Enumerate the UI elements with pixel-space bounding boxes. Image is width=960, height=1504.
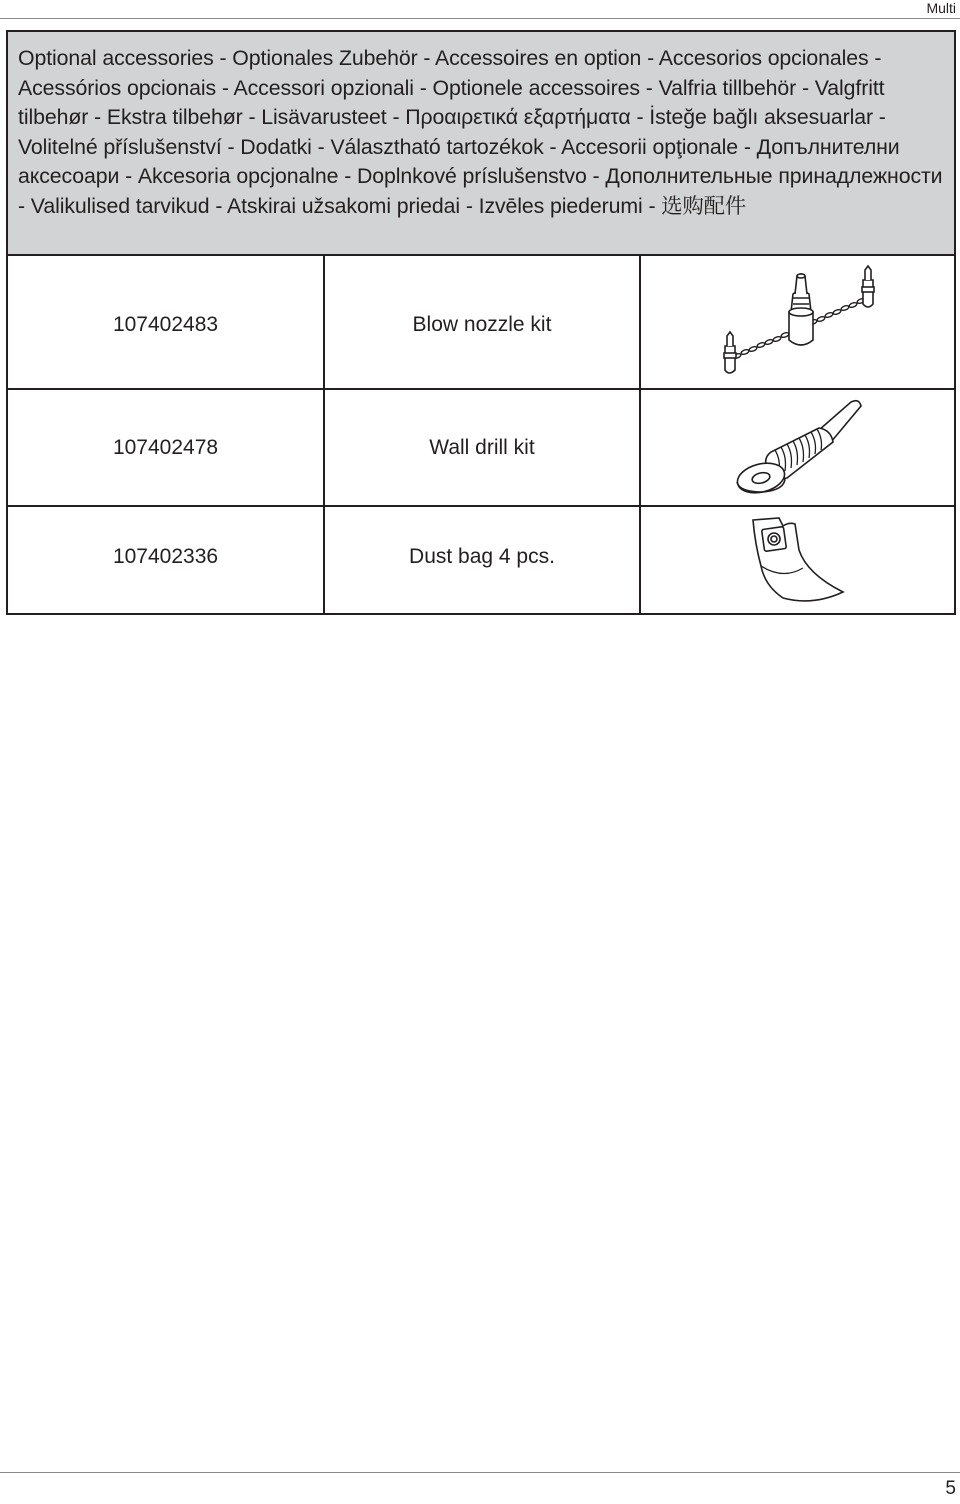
part-description: Blow nozzle kit <box>324 255 640 389</box>
part-description: Wall drill kit <box>324 389 640 506</box>
part-number: 107402478 <box>7 389 324 506</box>
part-description: Dust bag 4 pcs. <box>324 506 640 614</box>
page-number: 5 <box>945 1478 956 1499</box>
wall-drill-kit-icon <box>723 394 873 502</box>
accessories-table <box>6 30 956 615</box>
optional-accessories-heading: Optional accessories - Optionales Zubehör - Accessoires en option - Accesorios opcionales - Acessórios opcionais - Accessori opzionali - Optionele accessoires - Valfria tillbehör - Valgfritt tilbehør - Ekstra tilbehør - Lisävarusteet - Προαιρετικά εξαρτήματα - İsteğe bağlı aksesuarlar - Volitelné příslušenství - Dodatki - Választható tartozékok - Accesorii opţionale - Допълнителни аксесоари - Akcesoria opcjonalne - Doplnkové príslušenstvo - Дополнительные принадлежности - Valikulised tarvikud - Atskirai užsakomi priedai - Izvēles piederumi - 选购配件 <box>7 31 955 255</box>
part-illustration <box>640 506 955 614</box>
table-row <box>7 255 955 389</box>
table-row <box>7 389 955 506</box>
part-illustration <box>640 389 955 506</box>
part-number: 107402336 <box>7 506 324 614</box>
blow-nozzle-kit-icon <box>713 260 883 384</box>
table-row <box>7 506 955 614</box>
dust-bag-icon <box>743 514 853 606</box>
corner-label: Multi <box>926 0 956 16</box>
part-illustration <box>640 255 955 389</box>
top-rule <box>0 18 960 19</box>
part-number: 107402483 <box>7 255 324 389</box>
header-row <box>7 31 955 255</box>
bottom-rule <box>0 1472 960 1473</box>
